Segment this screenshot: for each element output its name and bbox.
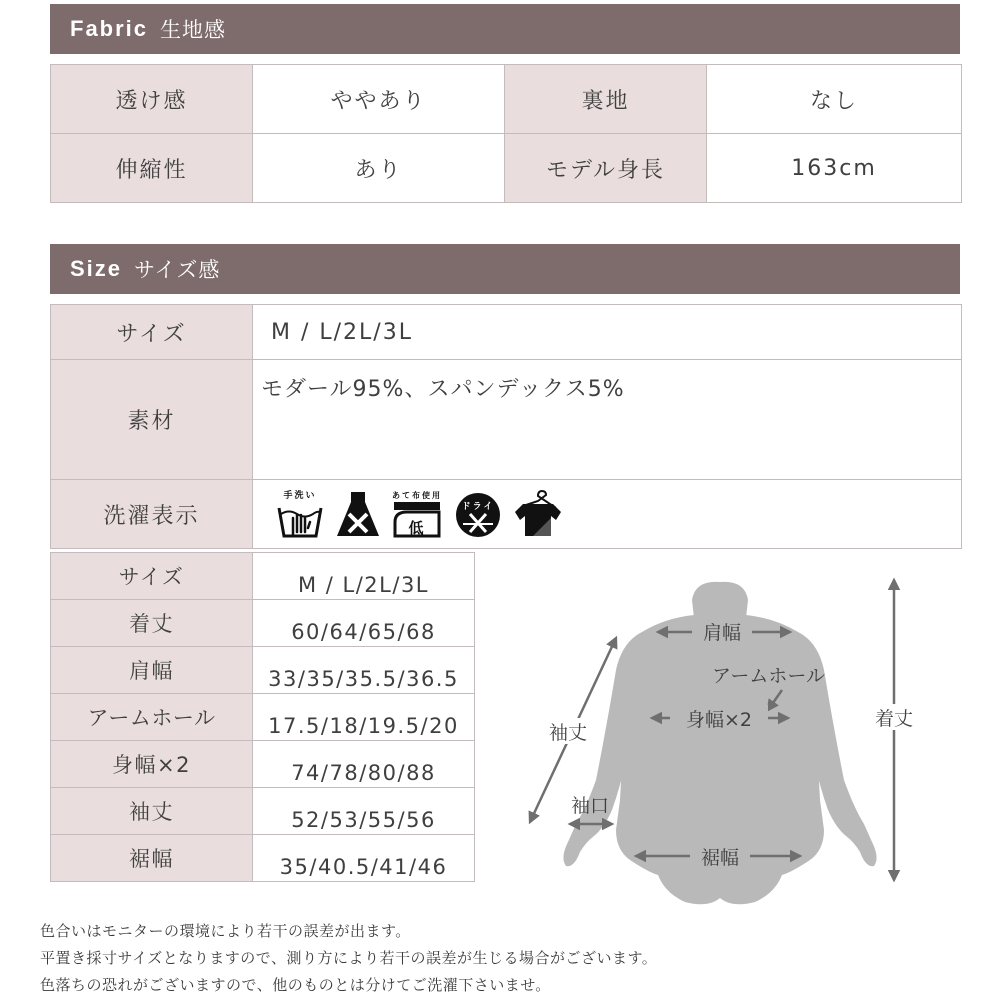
- measure-value-shoulder: 33/35/35.5/36.5: [253, 647, 475, 694]
- table-row: [51, 835, 475, 882]
- sleeve-label: 袖丈: [548, 722, 588, 744]
- no-dry-clean-icon: [453, 488, 503, 540]
- size-info-table: [50, 304, 962, 549]
- measurement-table: [50, 552, 475, 882]
- svg-text:ドライ: ドライ: [461, 502, 495, 512]
- care-icons: [265, 480, 961, 548]
- fabric-title-jp: 生地感: [160, 18, 227, 42]
- hand-wash-icon: [275, 488, 325, 540]
- measure-label-sleeve: 袖丈: [51, 788, 253, 835]
- measure-value-hem: 35/40.5/41/46: [253, 835, 475, 882]
- measure-label-hem: 裾幅: [51, 835, 253, 882]
- table-row: [51, 65, 962, 134]
- table-row: [51, 788, 475, 835]
- table-row: [51, 480, 962, 549]
- notes: [40, 918, 657, 999]
- note-color: 色合いはモニターの環境により若干の誤差が出ます。: [40, 922, 411, 940]
- garment-measurement-diagram: [520, 560, 960, 920]
- size-section-header: [50, 244, 960, 294]
- no-bleach-icon: [335, 488, 381, 540]
- fabric-label-stretch: 伸縮性: [51, 134, 253, 203]
- measure-label-armhole: アームホール: [51, 694, 253, 741]
- care-icons-cell: [253, 480, 962, 549]
- measure-value-size: M / L/2L/3L: [253, 553, 475, 600]
- low-iron-cloth-icon: [391, 488, 443, 540]
- fabric-section-header: [50, 4, 960, 54]
- hang-dry-icon: [513, 488, 563, 540]
- measure-value-sleeve: 52/53/55/56: [253, 788, 475, 835]
- fabric-value-model-height: 163cm: [707, 134, 962, 203]
- size-title-jp: サイズ感: [134, 258, 221, 282]
- fabric-value-lining: なし: [707, 65, 962, 134]
- size-value: M / L/2L/3L: [253, 305, 962, 360]
- care-label: 洗濯表示: [51, 480, 253, 549]
- cuff-label: 袖口: [570, 795, 610, 817]
- table-row: [51, 553, 475, 600]
- hem-label: 裾幅: [700, 847, 740, 869]
- note-washing: 色落ちの恐れがございますので、他のものとは分けてご洗濯下さいませ。: [40, 976, 551, 994]
- table-row: [51, 134, 962, 203]
- chest-label: 身幅×2: [685, 709, 753, 731]
- note-measurement: 平置き採寸サイズとなりますので、測り方により若干の誤差が生じる場合がございます。: [40, 949, 658, 967]
- svg-text:あて布使用: あて布使用: [392, 491, 442, 500]
- table-row: [51, 647, 475, 694]
- table-row: [51, 305, 962, 360]
- fabric-title-en: Fabric: [70, 16, 149, 41]
- length-label: 着丈: [874, 708, 914, 730]
- fabric-table: [50, 64, 962, 203]
- measure-label-shoulder: 肩幅: [51, 647, 253, 694]
- table-row: [51, 600, 475, 647]
- size-label: サイズ: [51, 305, 253, 360]
- material-value: モダール95%、スパンデックス5%: [253, 360, 962, 480]
- table-row: [51, 360, 962, 480]
- fabric-value-sheerness: ややあり: [253, 65, 505, 134]
- armhole-label: アームホール: [712, 665, 826, 687]
- table-row: [51, 741, 475, 788]
- fabric-label-model-height: モデル身長: [505, 134, 707, 203]
- measure-label-size: サイズ: [51, 553, 253, 600]
- svg-text:手洗い: 手洗い: [283, 491, 317, 501]
- size-title-en: Size: [70, 256, 123, 281]
- measure-label-chest: 身幅×2: [51, 741, 253, 788]
- measure-label-length: 着丈: [51, 600, 253, 647]
- material-label: 素材: [51, 360, 253, 480]
- fabric-value-stretch: あり: [253, 134, 505, 203]
- measure-value-armhole: 17.5/18/19.5/20: [253, 694, 475, 741]
- fabric-label-sheerness: 透け感: [51, 65, 253, 134]
- table-row: [51, 694, 475, 741]
- measure-value-chest: 74/78/80/88: [253, 741, 475, 788]
- measure-value-length: 60/64/65/68: [253, 600, 475, 647]
- fabric-label-lining: 裏地: [505, 65, 707, 134]
- svg-text:低: 低: [408, 519, 426, 537]
- shoulder-label: 肩幅: [702, 622, 742, 644]
